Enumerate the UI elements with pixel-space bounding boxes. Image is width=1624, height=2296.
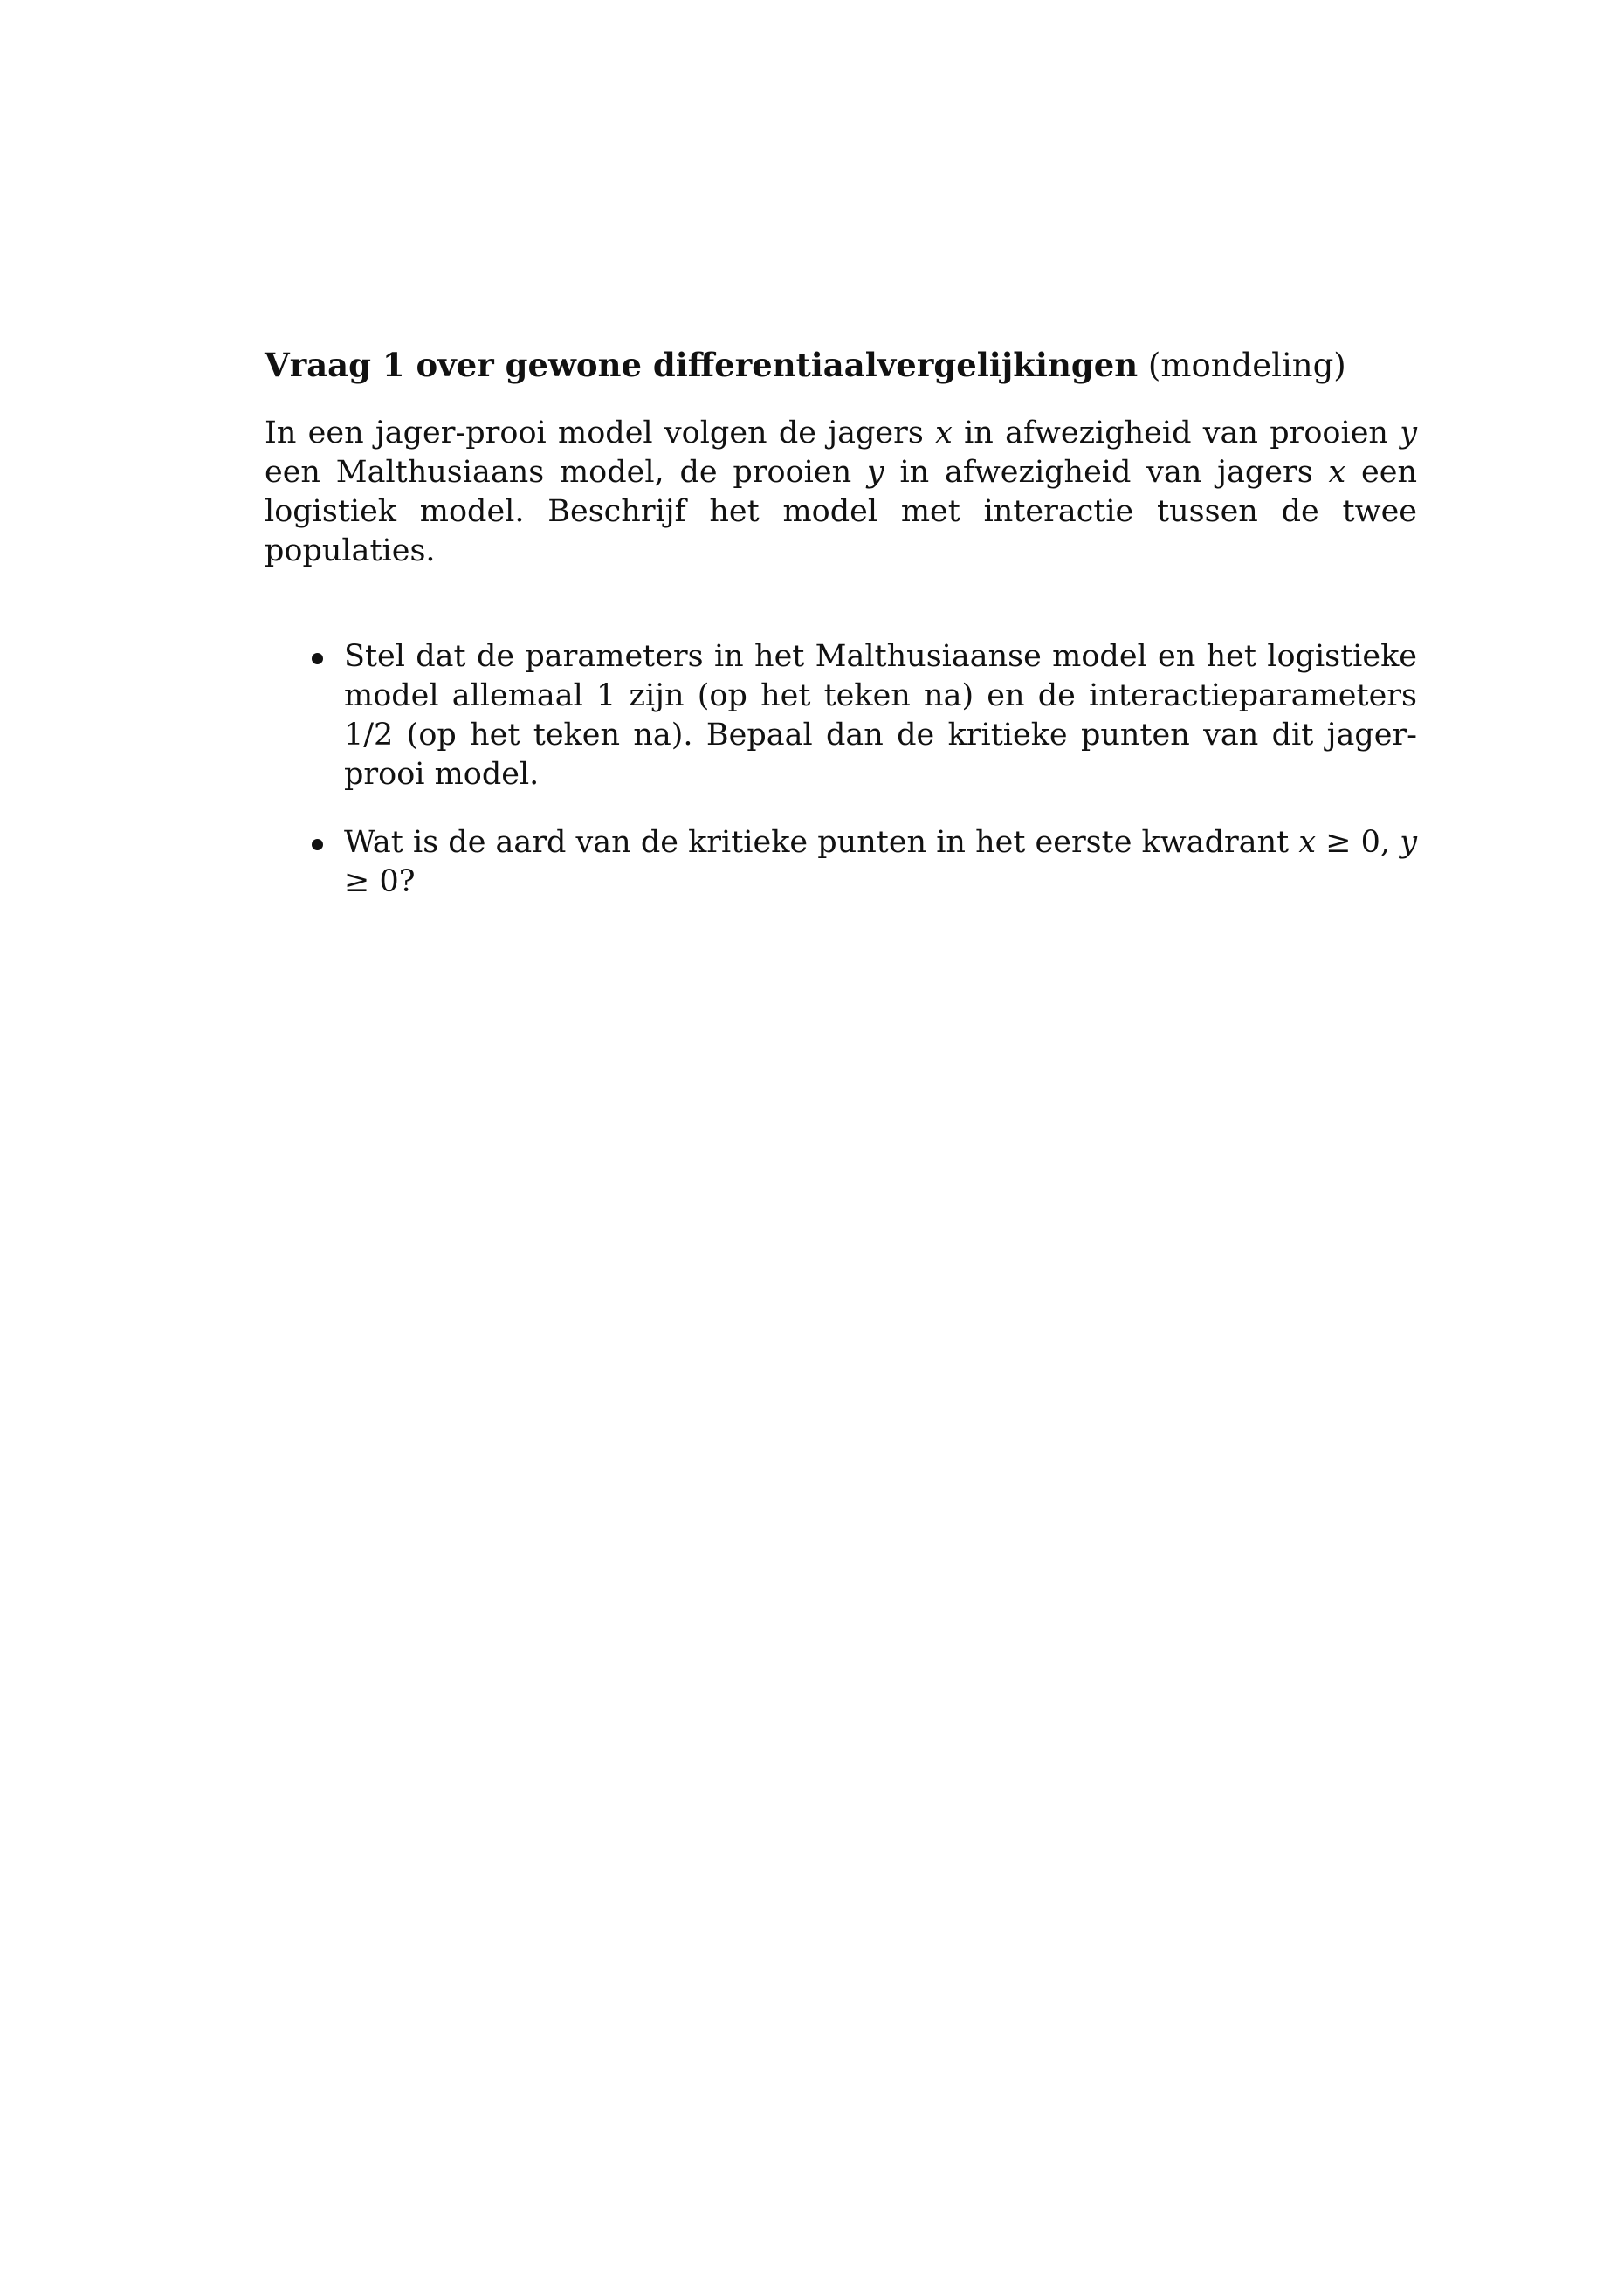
question-title: Vraag 1 over gewone differentiaalvergelijkingen: [265, 346, 1139, 384]
intro-text-2: in afwezigheid van prooien: [952, 416, 1400, 450]
task-list: [265, 637, 1417, 902]
bullet-icon: [312, 839, 323, 850]
math-inequality: ≥ 0,: [1316, 825, 1400, 860]
task-text-prefix: Wat is de aard van de kritieke punten in het eerste kwadrant: [344, 825, 1299, 860]
list-item: [265, 823, 1417, 902]
question-block: [265, 345, 1417, 931]
task-text: [344, 823, 1417, 902]
question-subtitle: (mondeling): [1147, 347, 1346, 384]
math-var-x: x: [1298, 825, 1317, 860]
intro-text-1: In een jager-prooi model volgen de jagers: [265, 416, 936, 450]
list-item: [265, 637, 1417, 794]
intro-paragraph: [265, 414, 1417, 571]
math-var-y: y: [1400, 416, 1418, 450]
intro-text-3: een Malthusiaans model, de prooien: [265, 455, 867, 490]
task-text: Stel dat de parameters in het Malthusiaanse model en het logistieke model allemaal 1 zijn (op het teken na) en de interactieparameters 1/2 (op het teken na). Bepaal dan de kritieke punten van dit jager-prooi model.: [344, 639, 1417, 792]
math-inequality: ≥ 0: [344, 864, 399, 899]
bullet-icon: [312, 653, 323, 664]
intro-text-4: in afwezigheid van jagers: [884, 455, 1329, 490]
math-var-y: y: [1400, 825, 1417, 860]
intro-text-5: een logistiek model. Beschrijf het model met interactie tussen de twee populaties.: [265, 455, 1417, 568]
math-var-x: x: [1328, 455, 1346, 490]
math-var-x: x: [935, 416, 953, 450]
task-text-suffix: ?: [398, 864, 416, 899]
math-var-y: y: [866, 455, 884, 490]
question-heading: [265, 345, 1417, 386]
